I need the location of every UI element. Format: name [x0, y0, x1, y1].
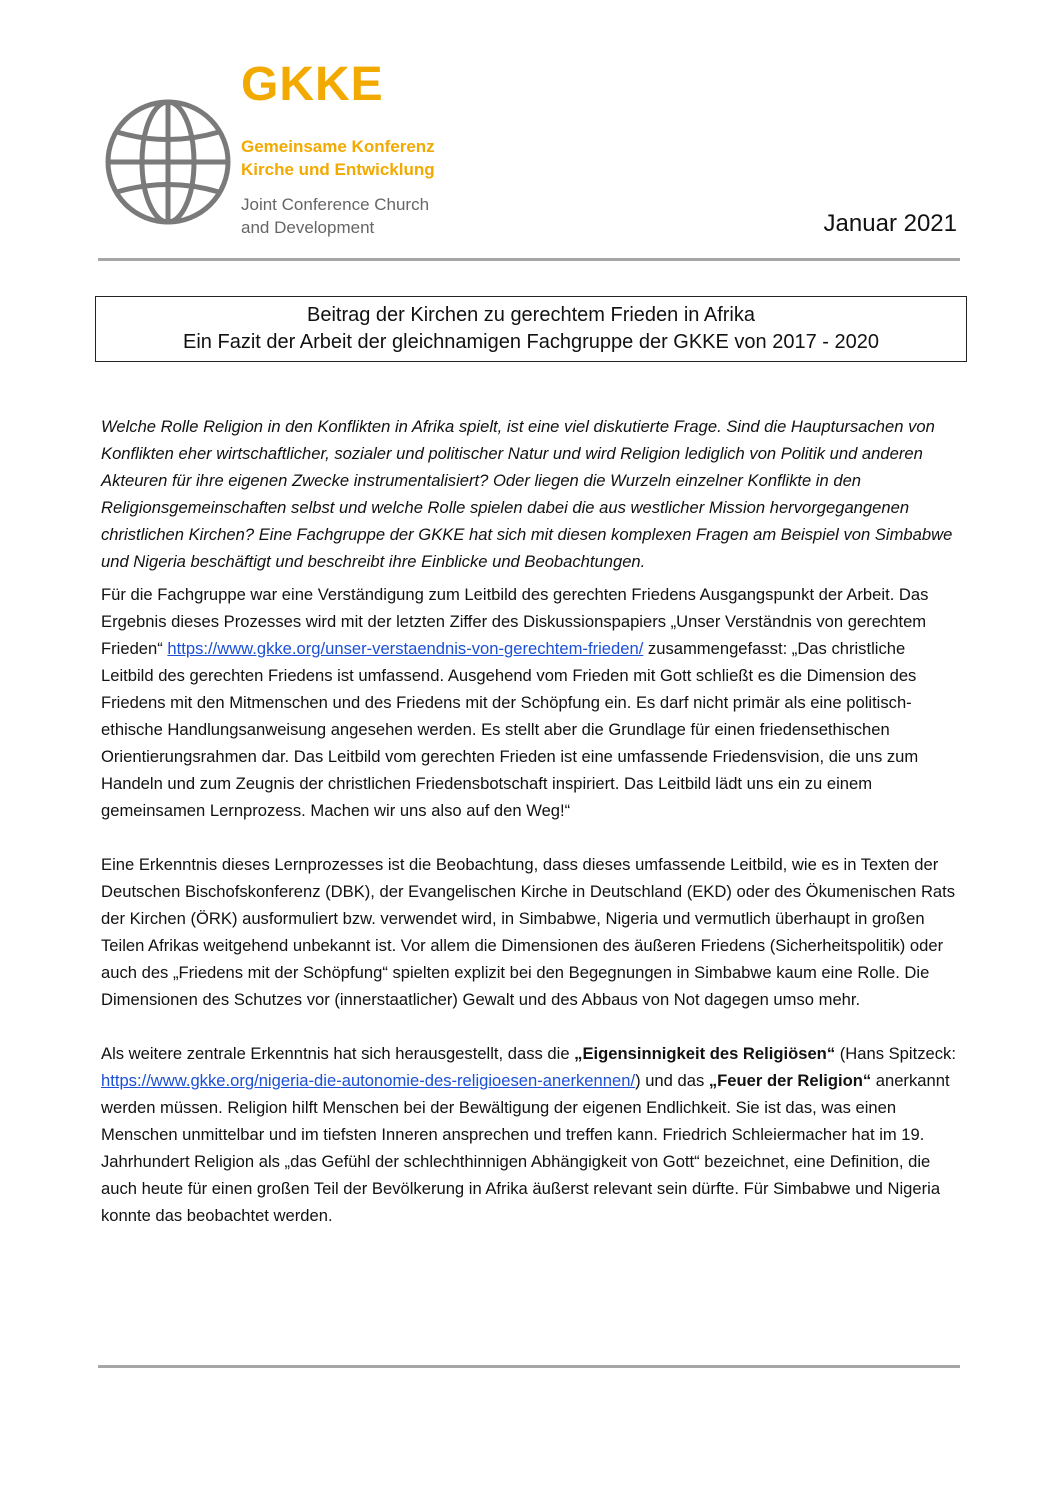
document-body [101, 413, 961, 1229]
link-autonomie-religioesen[interactable]: https://www.gkke.org/nigeria-die-autonomie-des-religioesen-anerkennen/ [101, 1071, 636, 1090]
document-title: Beitrag der Kirchen zu gerechtem Frieden in Afrika [307, 304, 755, 326]
paragraph-3-text-a: Als weitere zentrale Erkenntnis hat sich herausgestellt, dass die [101, 1044, 575, 1063]
intro-paragraph: Welche Rolle Religion in den Konflikten in Afrika spielt, ist eine viel diskutierte Frage. Sind die Hauptursachen von Konflikten eher wirtschaftlicher, sozialer und politischer Natur und wird Religion lediglich von Politik und anderen Akteuren für ihre eigenen Zwecke instrumentalisiert? Oder liegen die Wurzeln einzelner Konflikte in den Religionsgemeinschaften selbst und welche Rolle spielen dabei die aus westlicher Mission hervorgegangenen christlichen Kirchen? Eine Fachgruppe der GKKE hat sich mit diesen komplexen Fragen am Beispiel von Simbabwe und Nigeria beschäftigt und beschreibt ihre Einblicke und Beobachtungen. [101, 417, 953, 571]
link-gerechter-frieden[interactable]: https://www.gkke.org/unser-verstaendnis-von-gerechtem-frieden/ [167, 639, 644, 658]
brand-subtitle-de [241, 135, 435, 181]
document-subtitle: Ein Fazit der Arbeit der gleichnamigen Fachgruppe der GKKE von 2017 - 2020 [183, 331, 879, 353]
paragraph-1-text-b: zusammengefasst: „Das christliche Leitbild des gerechten Friedens ist umfassend. Ausgehend vom Frieden mit Gott schließt es die Dimension des Friedens mit den Mitmenschen und des Friedens mit der Schöpfung ein. Es darf nicht primär als eine politisch-ethische Handlungsanweisung angesehen werden. Es stellt aber die Grundlage für einen friedensethischen Orientierungsrahmen dar. Das Leitbild vom gerechten Frieden ist eine umfassende Friedensvision, die uns zum Handeln und zum Zeugnis der christlichen Friedensbotschaft inspiriert. Das Leitbild lädt uns ein zu einem gemeinsamen Lernprozess. Machen wir uns also auf den Weg!“ [101, 639, 919, 820]
paragraph-2: Eine Erkenntnis dieses Lernprozesses ist die Beobachtung, dass dieses umfassende Leitbild, wie es in Texten der Deutschen Bischofskonferenz (DBK), der Evangelischen Kirche in Deutschland (EKD) oder des Ökumenischen Rats der Kirchen (ÖRK) ausformuliert bzw. verwendet wird, in Simbabwe, Nigeria und vermutlich überhaupt in großen Teilen Afrikas weitgehend unbekannt ist. Vor allem die Dimensionen des äußeren Friedens (Sicherheitspolitik) oder auch des „Friedens mit der Schöpfung“ spielten explizit bei den Begegnungen in Simbabwe kaum eine Rolle. Die Dimensionen des Schutzes vor (innerstaatlicher) Gewalt und des Abbaus von Not dagegen umso mehr. [101, 855, 956, 1009]
emphasis-eigensinnigkeit: „Eigensinnigkeit des Religiösen“ [574, 1044, 836, 1063]
brand-title: GKKE [241, 58, 384, 111]
brand-subtitle-en-line-2: and Development [241, 218, 375, 237]
brand-subtitle-de-line-1: Gemeinsame Konferenz [241, 137, 435, 156]
document-title-box [95, 296, 967, 362]
brand-subtitle-de-line-2: Kirche und Entwicklung [241, 160, 435, 179]
paragraph-3-text-d: anerkannt werden müssen. Religion hilft Menschen bei der Bewältigung der eigenen Endlichkeit. Sie ist das, was einen Menschen unmittelbar und im tiefsten Inneren ansprechen und treffen kann. Friedrich Schleiermacher hat im 19. Jahrhundert Religion als „das Gefühl der schlechthinnigen Abhängigkeit von Gott“ bezeichnet, eine Definition, die auch heute für einen großen Teil der Bevölkerung in Afrika äußerst relevant sein dürfte. Für Simbabwe und Nigeria konnte das beobachtet werden. [101, 1071, 950, 1225]
paragraph-1-text-a: Für die Fachgruppe war eine Verständigung zum Leitbild des gerechten Friedens Ausgangspunkt der Arbeit. Das Ergebnis dieses Prozesses wird mit der letzten Ziffer des Diskussionspapiers „Unser Verständnis von gerechtem Frieden“ [101, 585, 929, 658]
brand-subtitle-en-line-1: Joint Conference Church [241, 195, 430, 214]
document-date: Januar 2021 [823, 210, 957, 237]
paragraph-3 [101, 1040, 961, 1229]
brand-subtitle-en [241, 193, 429, 239]
globe-icon [103, 97, 233, 227]
paragraph-1 [101, 581, 961, 824]
footer-divider [98, 1365, 960, 1368]
header-divider [98, 258, 960, 261]
paragraph-3-text-b: (Hans Spitzeck: [835, 1044, 956, 1063]
logo [103, 55, 523, 245]
paragraph-3-text-c: ) und das [635, 1071, 709, 1090]
emphasis-feuer-der-religion: „Feuer der Religion“ [708, 1071, 872, 1090]
